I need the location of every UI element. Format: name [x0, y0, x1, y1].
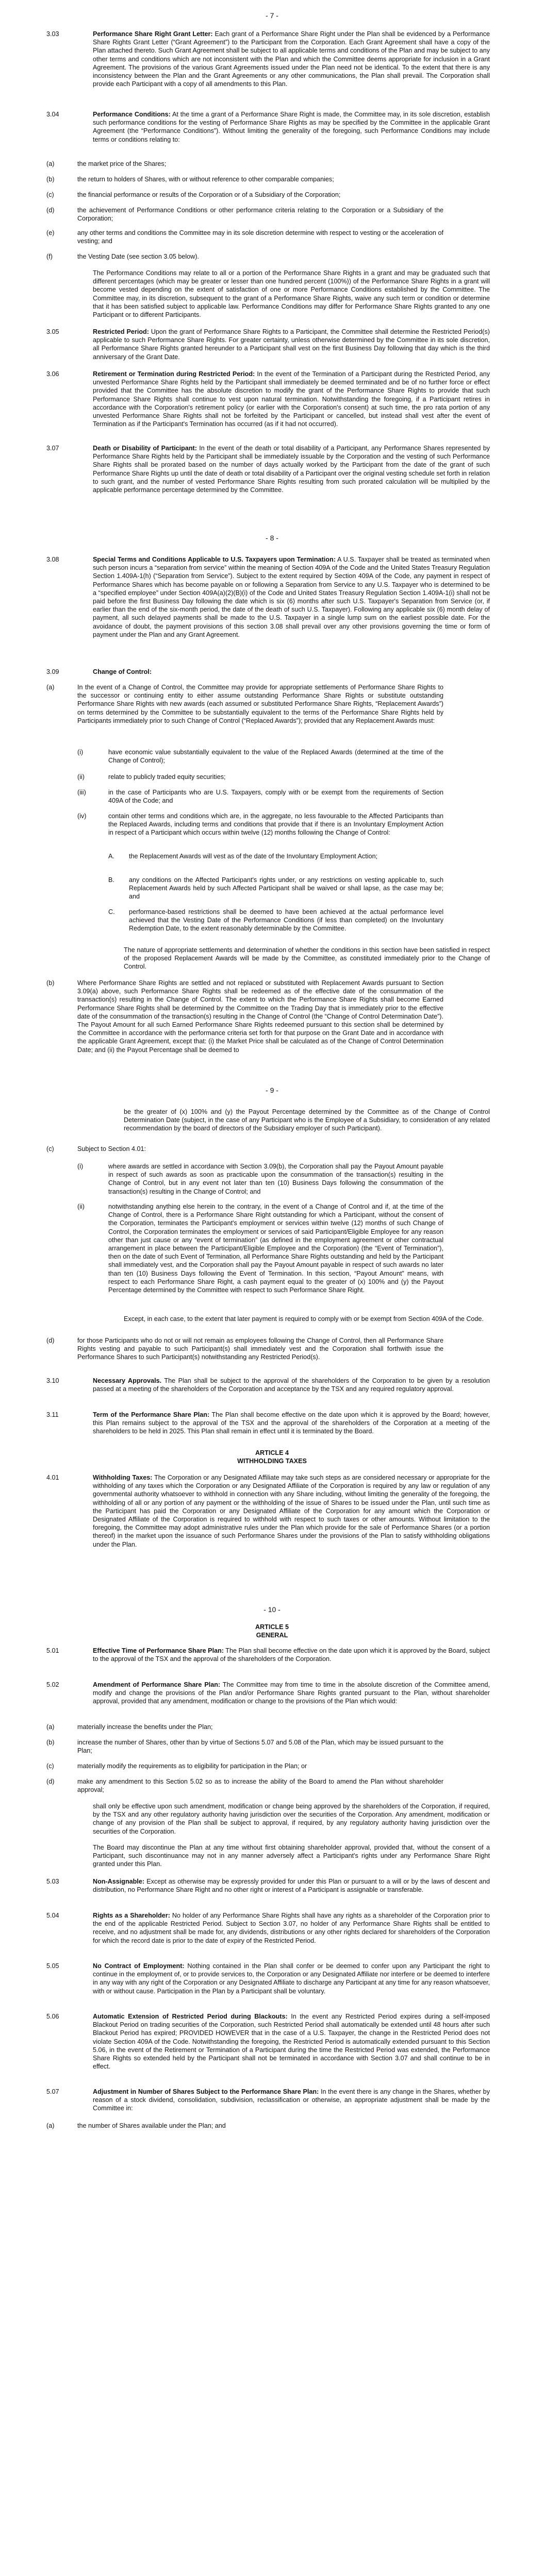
section-heading: Rights as a Shareholder: [93, 1912, 170, 1919]
paragraph: shall only be effective upon such amendment, modification or change being approved by the shareholders of the Corporation, if required, by the TSX and any other regulatory authority having jurisdiction over the securities of the Corporation. Any amendment, modification or change of any provision of the Plan shall be subject to approval, if required, by any regulatory authority having jurisdiction over the securities of the Corporation. [93, 1803, 490, 1835]
section-text: In the event of the Termination of a Participant during the Restricted Period, any unvested Performance Share Rights held by the Participant shall immediately be deemed terminated and be of no further force or effect provided that the Committee has the absolute discretion to modify the grant of the Performance Share Rights to provide that such Performance Share Rights shall continue to vest upon natural termination. Notwithstanding the foregoing, if a Participant retires in accordance with the Corporation's retirement policy (or earlier with the Corporation's consent) at such time, the pro rata portion of any unvested Performance Share Rights shall not be forfeited by the Participant or cancelled, but instead shall vest after the event of Termination as if the Participant's Termination has occurred (as if it had not occurred). [93, 370, 490, 428]
section-number: 3.09 [46, 668, 59, 675]
section-number: 4.01 [46, 1474, 59, 1481]
section-heading: Effective Time of Performance Share Plan: [93, 1647, 224, 1654]
section-text: The Plan shall become effective on the date upon which it is approved by the Board, subject to the approval of the TSX and the approval of the shareholders of the Corporation. [93, 1647, 490, 1663]
section-text: The Committee may from time to time in the absolute discretion of the Committee amend, modify and change the provisions of the Plan and/or Performance Share Rights granted pursuant to the Plan, without shareholder approval, provided that any amendment, modification or change to the provisions of the Plan which would: [93, 1681, 490, 1705]
section-heading: Death or Disability of Participant: [93, 445, 197, 452]
article-heading: ARTICLE 5 GENERAL [255, 1623, 289, 1639]
article-heading: ARTICLE 4 WITHHOLDING TAXES [237, 1449, 307, 1465]
section-number: 5.05 [46, 1962, 59, 1970]
section-number: 3.04 [46, 111, 59, 118]
section-heading: Change of Control: [93, 668, 152, 675]
section-number: 3.08 [46, 556, 59, 563]
section-heading: Restricted Period: [93, 328, 149, 335]
section-number: 5.07 [46, 2088, 59, 2095]
section-number: 5.04 [46, 1912, 59, 1919]
section-heading: Amendment of Performance Share Plan: [93, 1681, 221, 1688]
section-text: Nothing contained in the Plan shall confer or be deemed to confer upon any Participant the right to continue in the employment of, or to provide services to, the Corporation or any Designated Affiliate nor interfere or be deemed to interfere in any way with any right of the Corporation or any Designated Affiliate to discharge any Participant at any time for any reason whatsoever, with or without cause. Participation in the Plan by a Participant shall be voluntary. [93, 1962, 490, 1995]
section-text: Except as otherwise may be expressly provided for under this Plan or pursuant to a will or by the laws of descent and distribution, no Performance Share Right and no other right or interest of a Participant is assignable or transferable. [93, 1878, 490, 1894]
section-text: At the time a grant of a Performance Share Right is made, the Committee may, in its sole discretion, establish such performance conditions for the vesting of Performance Share Rights as may be specified by the Committee in the applicable Grant Agreement (the “Performance Conditions”). Without limiting the generality of the foregoing, such Performance Conditions may include terms or conditions relating to: [93, 111, 490, 143]
section-heading: Term of the Performance Share Plan: [93, 1411, 210, 1418]
section-heading: Necessary Approvals. [93, 1377, 162, 1384]
section-text: No holder of any Performance Share Rights shall have any rights as a shareholder of the Corporation prior to the end of the applicable Restricted Period. Subject to Section 3.07, no holder of any Performance Share Rights shall be entitled to receive, and no adjustment shall be made for, any dividends, distributions or any other rights declared for shareholders of the Corporation for which the record date is prior to the date of expiry of the Restricted Period. [93, 1912, 490, 1944]
section-number: 3.06 [46, 370, 59, 378]
section-text: In the event any Restricted Period expires during a self-imposed Blackout Period on trading securities of the Corporation, such Restricted Period shall automatically be extended until 48 hours after such Blackout Period has expired; PROVIDED HOWEVER that in the case of a U.S. Taxpayer, the change in the Restricted Period does not violate Section 409A of the Code. Notwithstanding the foregoing, the Restricted Period is automatically extended pursuant to this Section 5.06, in the event of the Retirement or Termination of a Participant during the time the Restricted Period was extended, the Performance Share Rights so extended held by the Participant shall not be terminated in accordance with Section 3.07 and shall continue to be in effect. [93, 2013, 490, 2071]
section-text: A U.S. Taxpayer shall be treated as terminated when such person incurs a “separation from service” within the meaning of Section 409A of the Code and the United States Treasury Regulation Section 1.409A-1(h) (“Separation from Service”). Subject to the extent required by Section 409A of the Code, any payment in respect of Performance Shares which has become payable on or following a Separation from Service to any U.S. Taxpayer who is determined to be a “specified employee” under Section 409A(a)(2)(B)(i) of the Code and United States Treasury Regulation Section 1.409A-1(i) shall not be paid before the first Business Day following the date which is six (6) months after such U.S. Taxpayer's Separation from Service (or, if earlier than the end of the six-month period, the date of the death of such U.S. Taxpayer). Following any applicable six (6) month delay of payment, all such delayed payments shall be made to the U.S. Taxpayer in a single lump sum on the earliest possible date. For the avoidance of doubt, the payment provisions of this section 3.08 shall prevail over any other provisions governing the time or form of payment under the Plan and any Grant Agreement. [93, 556, 490, 638]
section-number: 5.02 [46, 1681, 59, 1688]
section-heading: Withholding Taxes: [93, 1474, 153, 1481]
section-heading: Non-Assignable: [93, 1878, 145, 1885]
section-heading: Adjustment in Number of Shares Subject to the Performance Share Plan: [93, 2088, 319, 2095]
section-heading: No Contract of Employment: [93, 1962, 185, 1970]
section-heading: Special Terms and Conditions Applicable to U.S. Taxpayers upon Termination: [93, 556, 336, 563]
paragraph: The nature of appropriate settlements and determination of whether the conditions in this section have been satisfied in respect of the proposed Replacement Awards will be made by the Committee, as constituted immediately prior to the Change of Control. [124, 946, 490, 971]
section-number: 3.03 [46, 30, 59, 38]
section-heading: Performance Share Right Grant Letter: [93, 30, 213, 38]
section-text: The Plan shall become effective on the date upon which it is approved by the Board; however, this Plan remains subject to the approval of the TSX and the approval of the shareholders of the Corporation at a meeting of the shareholders to be held in 2025. This Plan shall remain in effect until it is terminated by the Board. [93, 1411, 490, 1435]
section-heading: Performance Conditions: [93, 111, 171, 118]
section-heading: Retirement or Termination during Restricted Period: [93, 370, 255, 378]
section-text: Each grant of a Performance Share Right under the Plan shall be evidenced by a Performance Share Rights Grant Letter (“Grant Agreement”) to the Participant from the Corporation. Each Grant Agreement shall have a copy of the Plan attached thereto. Such Grant Agreement shall be subject to all applicable terms and conditions of the Plan and may be subject to any other terms and conditions which are not inconsistent with the Plan and which the Committee deems appropriate for inclusion in a Grant Agreement. The provisions of the various Grant Agreements issued under the Plan need not be identical. To the extent that there is any inconsistency between the Plan and the Grant Agreements or any other communications, the Plan shall prevail. The Corporation shall provide each Participant with a copy of all amendments to this Plan. [93, 30, 490, 88]
section-text: Upon the grant of Performance Share Rights to a Participant, the Committee shall determine the Restricted Period(s) applicable to such Performance Share Rights. For greater certainty, unless otherwise determined by the Committee in its sole discretion, all Performance Share Rights granted hereunder to a Participant shall vest on the first Business Day following that day which is the third anniversary of the Grant Date. [93, 328, 490, 361]
page-number: - 9 - [266, 1086, 278, 1094]
section-number: 5.06 [46, 2013, 59, 2020]
section-text: In the event of the death or total disability of a Participant, any Performance Shares represented by Performance Share Rights held by the Participant shall be immediately issuable by the Corporation and the vesting of such Performance Share Rights shall be prorated based on the number of days actually worked by the Participant from the date of the grant of such Performance Share Rights up until the date of death or total disability of a Participant over the original vesting schedule set forth in relation to such grant, and the number of vested Performance Share Rights resulting from such prorated calculation will be multiplied by the applicable performance percentage determined by the Committee. [93, 445, 490, 494]
section-text: In the event there is any change in the Shares, whether by reason of a stock dividend, consolidation, subdivision, reclassification or otherwise, an appropriate adjustment shall be made by the Committee in: [93, 2088, 490, 2112]
page-number: - 10 - [263, 1605, 281, 1614]
section-number: 3.07 [46, 445, 59, 452]
paragraph: The Board may discontinue the Plan at any time without first obtaining shareholder approval, provided that, without the consent of a Participant, such discontinuance may not in any manner adversely affect a Participant's rights under any Performance Share Right granted under this Plan. [93, 1844, 490, 1868]
section-text: The Corporation or any Designated Affiliate may take such steps as are considered necessary or appropriate for the withholding of any taxes which the Corporation or any Designated Affiliate of the Corporation is required by any law or regulation of any governmental authority whatsoever to withhold in connection with any Share including, without limiting the generality of the foregoing, the withholding of all or any portion of any payment or the withholding of the issue of Shares to be issued under the Plan, until such time as the Participant has paid the Corporation or any Designated Affiliate of the Corporation for any amount which the Corporation or Designated Affiliate of the Corporation is required to withhold with respect to such taxes or other amounts. Without limitation to the foregoing, the Committee may adopt administrative rules under the Plan which provide for the sale of Performance Shares (or a portion thereof) in the market upon the issuance of such Performance Shares under the provisions of the Plan to satisfy withholding obligations under the Plan. [93, 1474, 490, 1548]
section-number: 3.11 [46, 1411, 59, 1418]
paragraph: be the greater of (x) 100% and (y) the Payout Percentage determined by the Committee as of the Change of Control Determination Date (subject, in the case of any Participant who is the Employee of a Subsidiary, to consideration of any related recommendation by the board of directors of the Subsidiary employer of such Participant). [124, 1108, 490, 1132]
section-number: 5.03 [46, 1878, 59, 1885]
page-number: - 7 - [266, 11, 278, 20]
paragraph: The Performance Conditions may relate to all or a portion of the Performance Share Rights in a grant and may be graduated such that different percentages (which may be greater or lesser than one hundred percent (100%)) of the Performance Share Rights in a grant will become vested depending on the extent of satisfaction of one or more Performance Conditions established by the Committee. The Committee may, in its discretion, subsequent to the grant of a Performance Share Rights, waive any such term or condition or determine that it has been satisfied subject to applicable law. Performance Conditions may differ for Performance Share Rights granted to any one Participant or to different Participants. [93, 269, 490, 319]
section-number: 3.05 [46, 328, 59, 335]
section-text: The Plan shall be subject to the approval of the shareholders of the Corporation to be given by a resolution passed at a meeting of the shareholders of the Corporation and acceptance by the TSX and any required regulatory approval. [93, 1377, 490, 1393]
section-number: 3.10 [46, 1377, 59, 1384]
paragraph: Except, in each case, to the extent that later payment is required to comply with or be exempt from Section 409A of the Code. [124, 1315, 484, 1323]
section-number: 5.01 [46, 1647, 59, 1654]
page-number: - 8 - [266, 534, 278, 542]
section-heading: Automatic Extension of Restricted Period during Blackouts: [93, 2013, 288, 2020]
